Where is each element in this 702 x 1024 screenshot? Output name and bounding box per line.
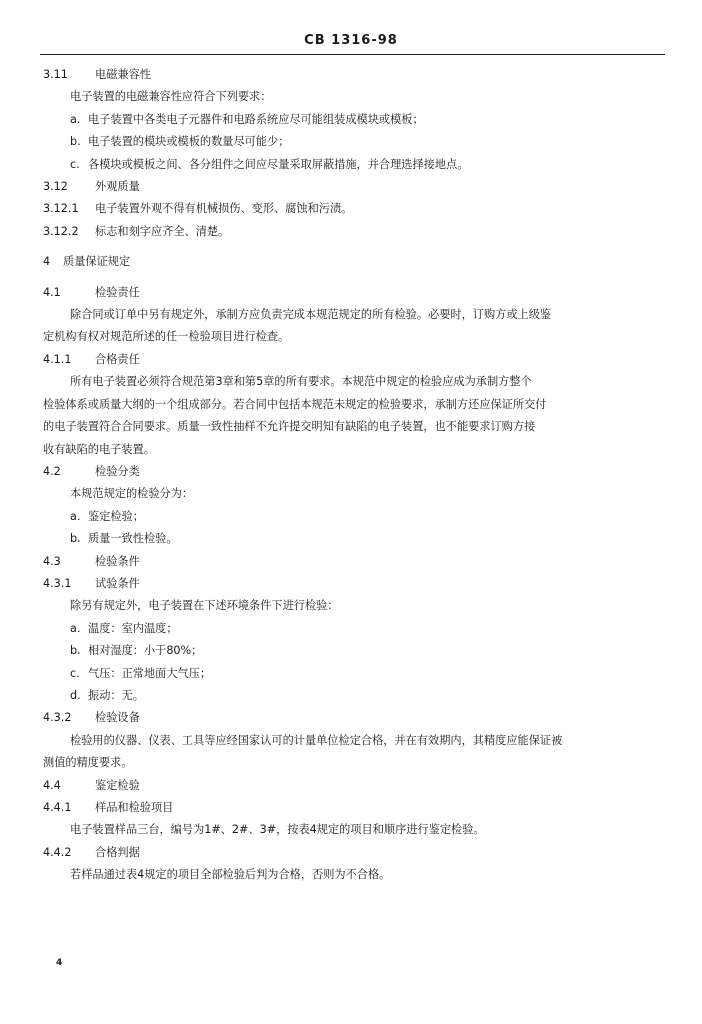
section-title: 试验条件 <box>95 576 140 590</box>
section-4-3-1-intro: 除另有规定外，电子装置在下述环境条件下进行检验： <box>70 599 339 613</box>
section-number: 4.3.1 <box>43 576 72 590</box>
list-item-text: 质量一致性检验。 <box>88 532 178 546</box>
section-3-11-intro: 电子装置的电磁兼容性应符合下列要求： <box>70 90 272 104</box>
section-title: 检验责任 <box>95 285 140 299</box>
section-number: 4.3.2 <box>43 711 72 725</box>
section-title: 样品和检验项目 <box>95 801 174 814</box>
section-4-1-heading <box>43 282 671 304</box>
section-text: 电子装置外观不得有机械损伤、变形、腐蚀和污渍。 <box>95 202 353 216</box>
paragraph-line: 除合同或订单中另有规定外，承制方应负责完成本规范规定的所有检验。必要时，订购方或上级鉴 <box>70 308 552 322</box>
section-4-3-2-heading <box>43 707 671 729</box>
paragraph-line: 的电子装置符合合同要求。质量一致性抽样不允许提交明知有缺陷的电子装置，也不能要求订购方接 <box>43 420 536 434</box>
list-item-text: 相对湿度：小于80%； <box>88 644 203 658</box>
list-item <box>43 131 671 153</box>
list-marker: b. <box>70 135 81 149</box>
section-title: 检验条件 <box>95 554 140 568</box>
paragraph-line: 检验用的仪器、仪表、工具等应经国家认可的计量单位检定合格，并在有效期内，其精度应能保证被 <box>70 733 563 747</box>
section-number: 3.11 <box>43 68 68 81</box>
section-title: 质量保证规定 <box>63 255 131 269</box>
paragraph-line: 若样品通过表4规定的项目全部检验后判为合格，否则为不合格。 <box>70 868 391 882</box>
section-title: 鉴定检验 <box>95 778 140 792</box>
list-item <box>43 109 671 131</box>
section-3-12-heading <box>43 176 671 198</box>
list-item-text: 电子装置的模块或模板的数量尽可能少； <box>88 135 290 149</box>
list-marker: c. <box>70 157 80 171</box>
section-4-2-heading <box>43 461 671 483</box>
section-4-heading <box>43 251 671 273</box>
list-marker: d. <box>70 688 81 702</box>
list-item <box>43 528 671 550</box>
section-text: 标志和刻字应齐全、清楚。 <box>95 224 230 238</box>
page-number: 4 <box>56 958 63 968</box>
document-body <box>43 64 671 887</box>
list-marker: a. <box>70 509 81 523</box>
section-number: 4.2 <box>43 464 61 478</box>
section-spacer <box>43 274 671 282</box>
section-number: 4.4 <box>43 778 61 792</box>
section-number: 4.4.2 <box>43 845 72 859</box>
section-4-4-2-heading <box>43 842 671 864</box>
section-title: 外观质量 <box>95 180 140 194</box>
list-item <box>43 663 671 685</box>
section-title: 检验分类 <box>95 464 140 478</box>
section-number: 4 <box>43 255 51 269</box>
document-code: CB 1316-98 <box>304 33 398 48</box>
list-item-text: 鉴定检验； <box>88 509 144 523</box>
list-item <box>43 685 671 707</box>
section-4-2-intro: 本规范规定的检验分为： <box>70 487 194 501</box>
list-item-text: 气压：正常地面大气压； <box>88 666 212 680</box>
section-3-12-1 <box>43 198 671 220</box>
list-item <box>43 506 671 528</box>
section-number: 4.3 <box>43 554 61 568</box>
section-title: 检验设备 <box>95 711 140 725</box>
list-item-text: 各模块或模板之间、各分组件之间应尽量采取屏蔽措施，并合理选择接地点。 <box>88 157 469 171</box>
header-rule <box>40 54 665 55</box>
section-number: 4.1.1 <box>43 352 72 366</box>
section-3-12-2 <box>43 221 671 243</box>
list-marker: b. <box>70 532 81 546</box>
list-item-text: 振动：无。 <box>88 688 144 702</box>
list-marker: a. <box>70 621 81 635</box>
paragraph-line: 测值的精度要求。 <box>43 756 133 770</box>
section-3-11-heading <box>43 64 671 86</box>
list-marker: b. <box>70 644 81 658</box>
section-title: 合格责任 <box>95 352 140 366</box>
section-spacer <box>43 243 671 251</box>
list-marker: a. <box>70 112 81 126</box>
list-item-text: 温度：室内温度； <box>88 621 178 635</box>
section-number: 3.12.2 <box>43 224 79 238</box>
paragraph-line: 检验体系或质量大纲的一个组成部分。若合同中包括本规范未规定的检验要求，承制方还应保证所交付 <box>43 397 547 411</box>
section-number: 4.1 <box>43 285 61 299</box>
section-title: 合格判据 <box>95 845 140 859</box>
list-marker: c. <box>70 666 80 680</box>
section-4-4-1-heading <box>43 797 671 819</box>
paragraph-line: 收有缺陷的电子装置。 <box>43 442 155 456</box>
section-number: 4.4.1 <box>43 801 72 814</box>
list-item <box>43 640 671 662</box>
paragraph-line: 电子装置样品三台，编号为1#、2#、3#，按表4规定的项目和顺序进行鉴定检验。 <box>70 823 485 837</box>
section-number: 3.12 <box>43 180 68 194</box>
paragraph-line: 定机构有权对规范所述的任一检验项目进行检查。 <box>43 330 290 344</box>
section-4-4-heading <box>43 775 671 797</box>
list-item-text: 电子装置中各类电子元器件和电路系统应尽可能组装成模块或模板； <box>88 112 424 126</box>
list-item <box>43 154 671 176</box>
list-item <box>43 618 671 640</box>
section-4-3-1-heading <box>43 573 671 595</box>
paragraph-line: 所有电子装置必须符合规范第3章和第5章的所有要求。本规范中规定的检验应成为承制方整个 <box>70 375 532 389</box>
section-number: 3.12.1 <box>43 202 79 216</box>
section-4-1-1-heading <box>43 349 671 371</box>
section-4-3-heading <box>43 551 671 573</box>
section-title: 电磁兼容性 <box>95 68 151 81</box>
